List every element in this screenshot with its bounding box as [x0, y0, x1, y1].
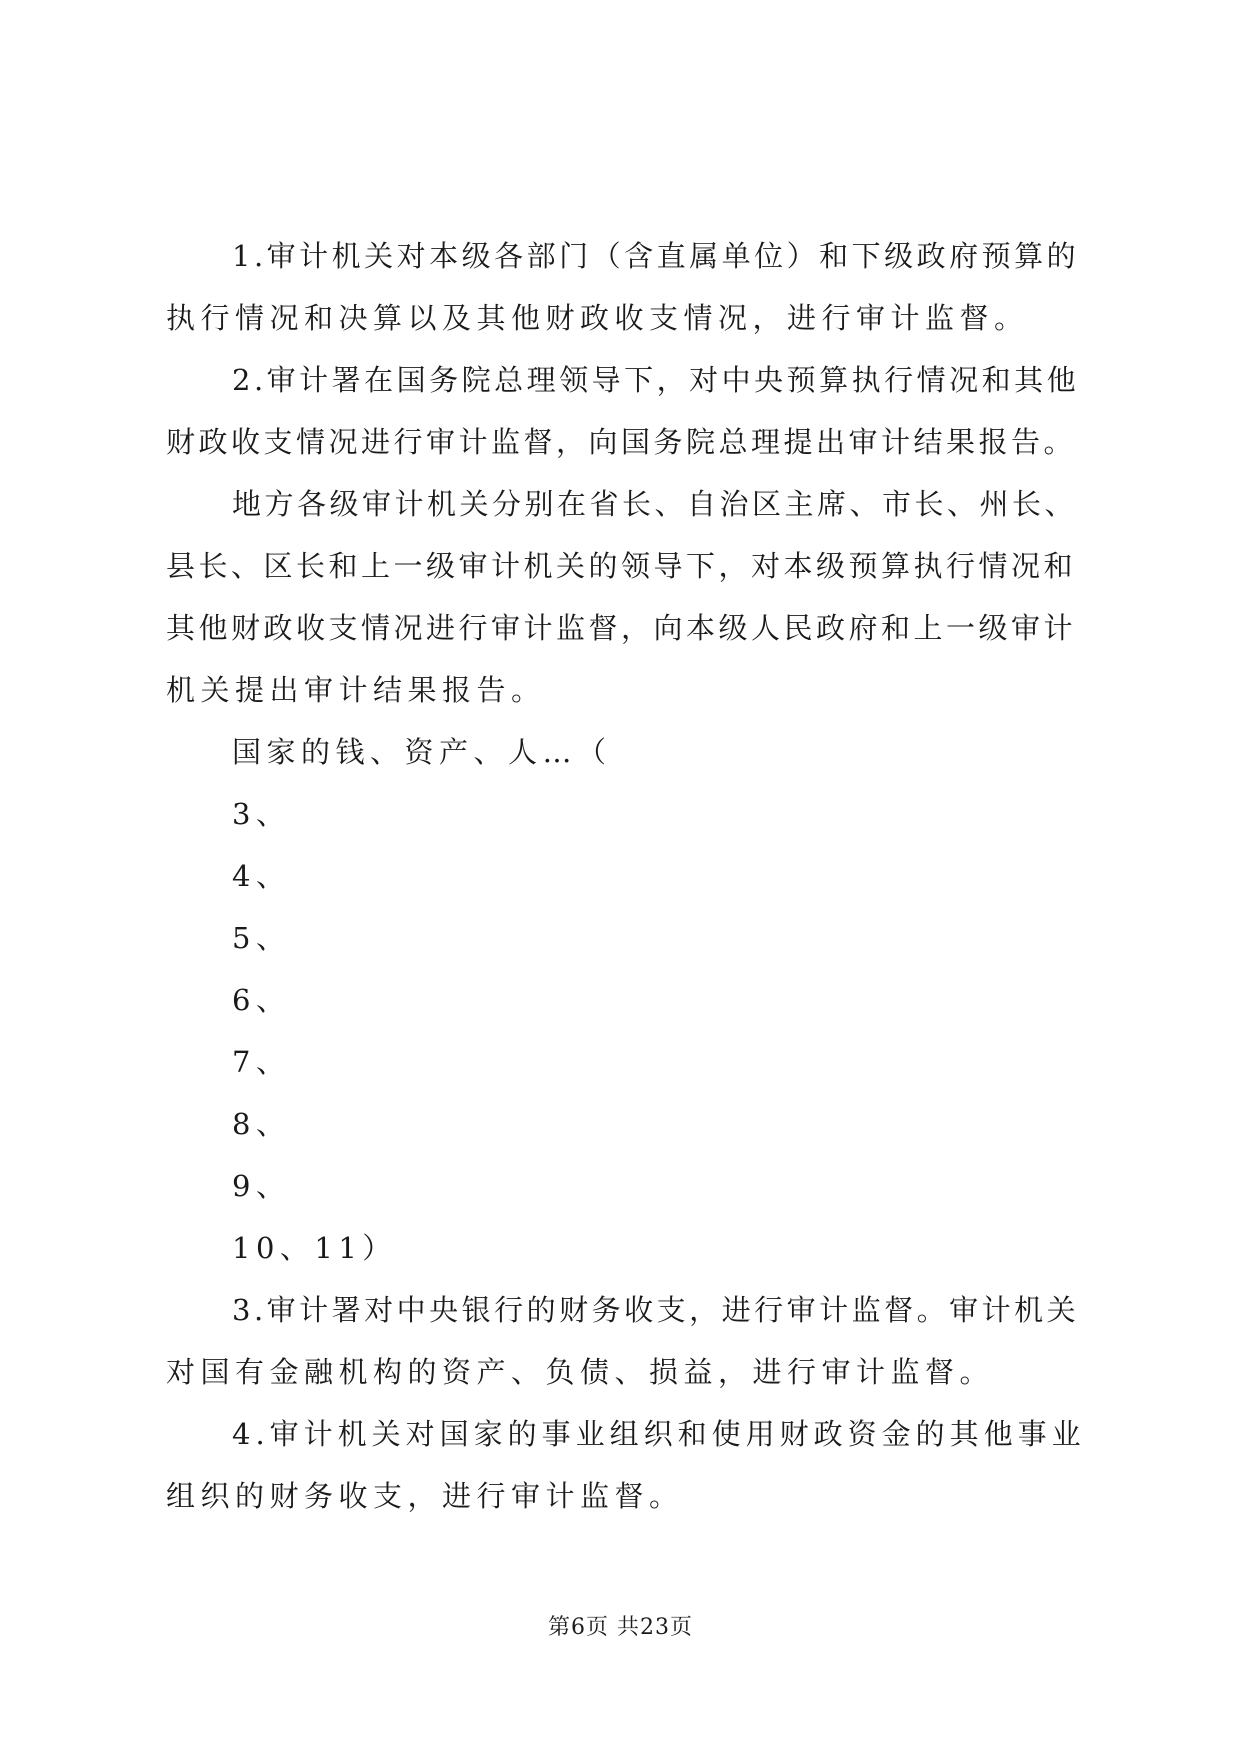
text-line: 财政收支情况进行审计监督，向国务院总理提出审计结果报告。: [166, 425, 1077, 459]
list-item: 7、: [232, 1045, 291, 1079]
list-item: 9、: [232, 1169, 291, 1203]
text-line: 国家的钱、资产、人…（: [232, 735, 612, 769]
text-line: 执行情况和决算以及其他财政收支情况，进行审计监督。: [166, 301, 1029, 335]
text-line: 机关提出审计结果报告。: [166, 673, 546, 707]
text-line: 地方各级审计机关分别在省长、自治区主席、市长、州长、: [232, 487, 1078, 521]
document-body: [166, 225, 1086, 1527]
text-line: 县长、区长和上一级审计机关的领导下，对本级预算执行情况和: [166, 549, 1077, 583]
list-item: 8、: [232, 1107, 291, 1141]
list-item: 3、: [232, 797, 291, 831]
text-line: 2.审计署在国务院总理领导下，对中央预算执行情况和其他: [232, 363, 1080, 397]
text-line: 4.审计机关对国家的事业组织和使用财政资金的其他事业: [232, 1417, 1086, 1451]
text-line: 对国有金融机构的资产、负债、损益，进行审计监督。: [166, 1355, 995, 1389]
list-item: 4、: [232, 859, 291, 893]
page-footer: [0, 1610, 1241, 1641]
text-line: 3.审计署对中央银行的财务收支，进行审计监督。审计机关: [232, 1293, 1080, 1327]
list-item: 6、: [232, 983, 291, 1017]
text-line: 1.审计机关对本级各部门（含直属单位）和下级政府预算的: [232, 239, 1080, 273]
text-line: 其他财政收支情况进行审计监督，向本级人民政府和上一级审计: [166, 611, 1077, 645]
text-line: 组织的财务收支，进行审计监督。: [166, 1479, 684, 1513]
list-item: 10、11）: [232, 1231, 397, 1265]
page-number-label: 第6页 共23页: [548, 1615, 693, 1640]
list-item: 5、: [232, 921, 291, 955]
